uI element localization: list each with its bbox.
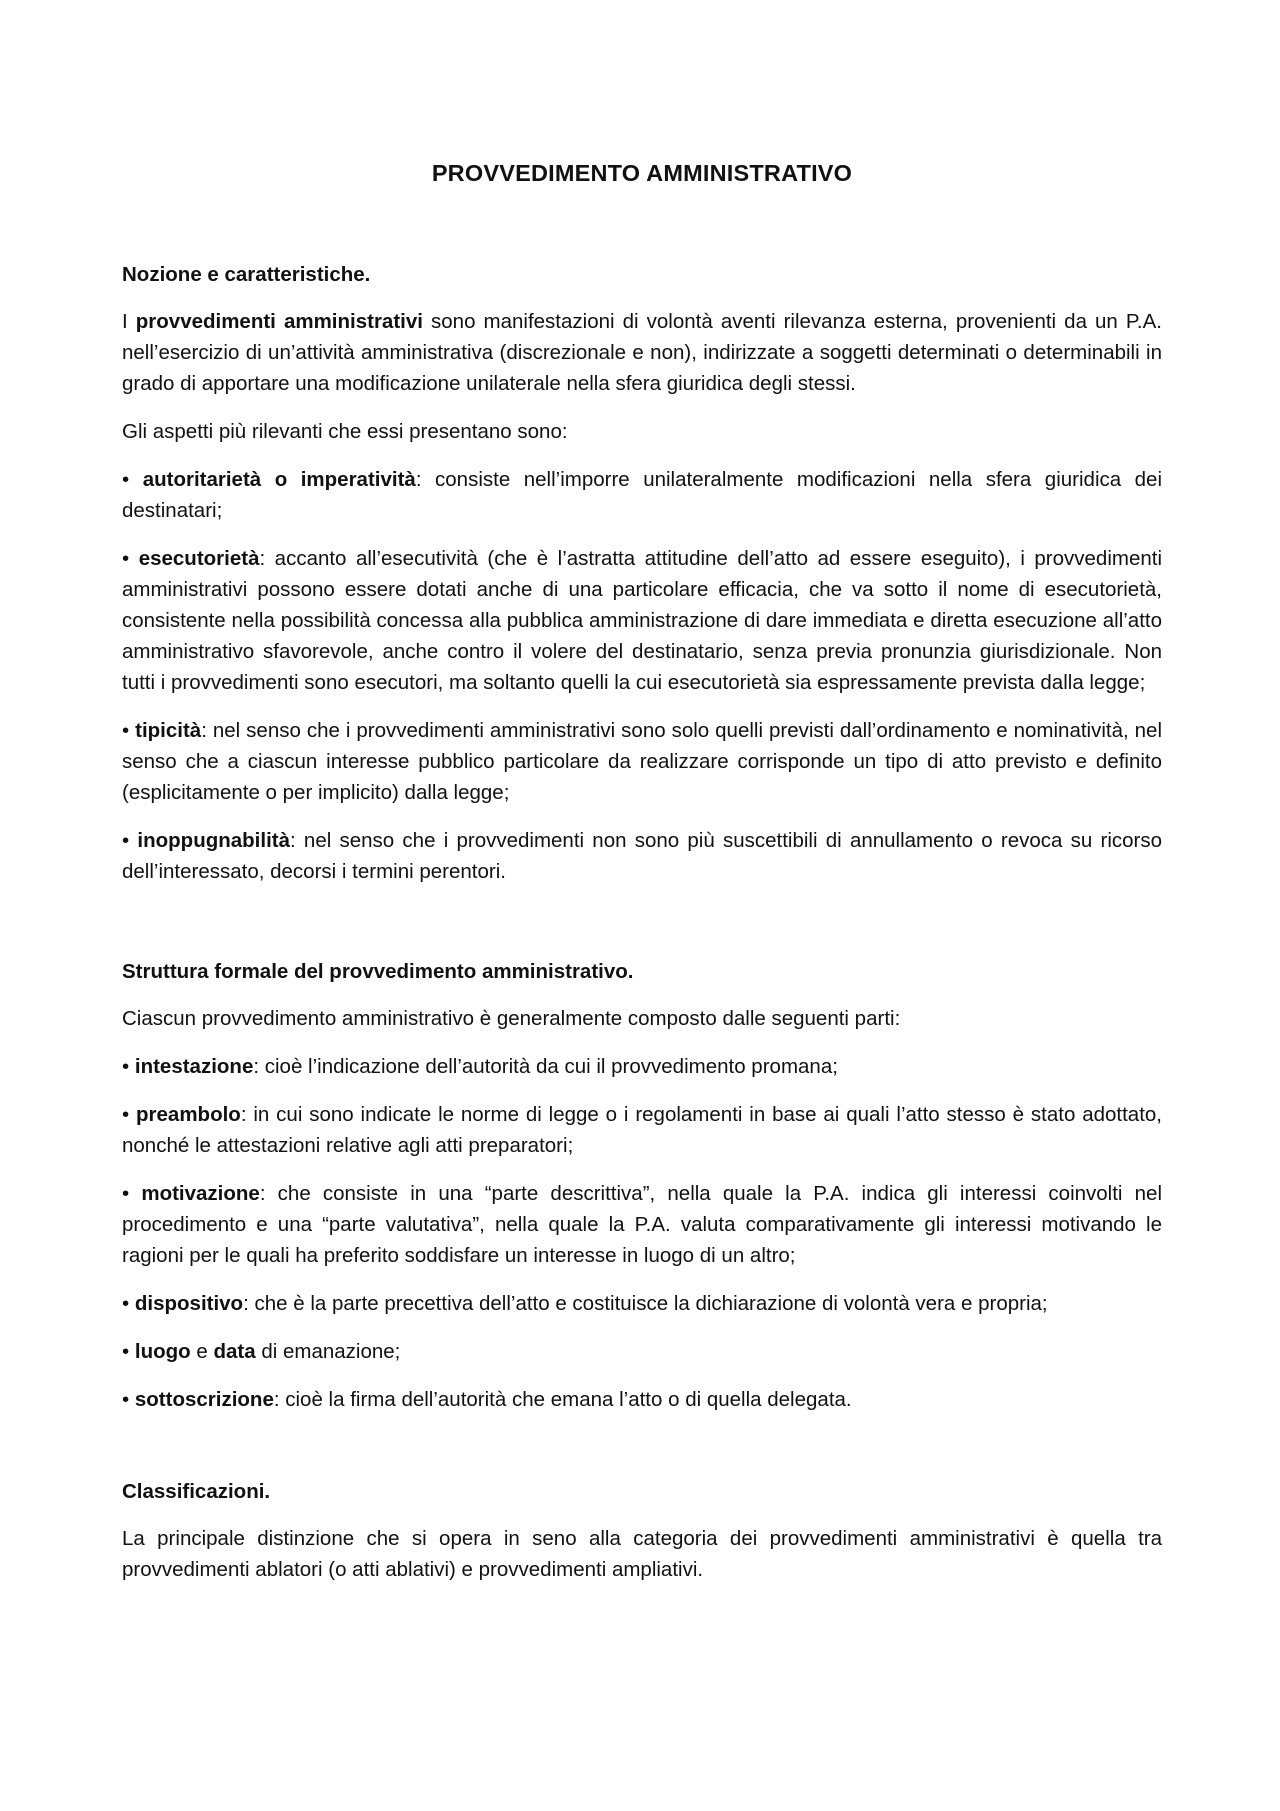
intro-paragraph xyxy=(122,306,1162,399)
bullet-text: : che consiste in una “parte descrittiva”, nella quale la P.A. indica gli interessi coinvolti nel procedimento e una “parte valutativa”, nella quale la P.A. valuta comparativamente gli interessi motivando le ragioni per le quali ha preferito soddisfare un interesse in luogo di un altro; xyxy=(122,1182,1163,1267)
bullet-intestazione xyxy=(122,1051,1162,1082)
bullet-icon: • xyxy=(122,468,143,491)
bullet-term: inoppugnabilità xyxy=(137,829,290,852)
bullet-icon: • xyxy=(122,1055,135,1078)
bullet-motivazione xyxy=(122,1178,1162,1271)
bullet-text: : cioè l’indicazione dell’autorità da cui il provvedimento promana; xyxy=(253,1055,838,1078)
bullet-icon: • xyxy=(122,829,138,852)
bullet-icon: • xyxy=(122,1388,135,1411)
bullet-term: dispositivo xyxy=(134,1292,244,1315)
bullet-term: autoritarietà o imperatività xyxy=(142,468,416,491)
bullet-sottoscrizione xyxy=(122,1384,1162,1415)
bullet-preambolo xyxy=(122,1099,1162,1161)
bullet-text: : accanto all’esecutività (che è l’astratta attitudine dell’atto ad essere eseguito), i provvedimenti amministrativi possono essere dotati anche di una particolare efficacia, che va sotto il nome di esecutorietà, consistente nella possibilità concessa alla pubblica amministrazione di dare immediata e diretta esecuzione all’atto amministrativo sfavorevole, anche contro il volere del destinatario, senza previa pronunzia giurisdizionale. Non tutti i provvedimenti sono esecutori, ma soltanto quelli la cui esecutorietà sia espressamente prevista dalla legge; xyxy=(122,547,1163,694)
bullet-text: : nel senso che i provvedimenti amministrativi sono solo quelli previsti dall’ordinamento e nominatività, nel senso che a ciascun interesse pubblico particolare da realizzare corrisponde un tipo di atto previsto e definito (esplicitamente o per implicito) dalla legge; xyxy=(122,719,1162,804)
bullet-text: di emanazione; xyxy=(255,1340,401,1363)
bullet-icon: • xyxy=(122,1103,137,1126)
document-page xyxy=(122,150,1162,1602)
document-title: PROVVEDIMENTO AMMINISTRATIVO xyxy=(431,160,853,186)
bullet-text: : che è la parte precettiva dell’atto e costituisce la dichiarazione di volontà vera e propria; xyxy=(243,1292,1048,1315)
bullet-inoppugnabilita xyxy=(122,825,1162,887)
intro-bold-term: provvedimenti amministrativi xyxy=(135,310,423,333)
bullet-term: tipicità xyxy=(135,719,202,742)
bullet-text: : consiste nell’imporre unilateralmente modificazioni nella sfera giuridica dei destinatari; xyxy=(122,468,1163,522)
section-spacer xyxy=(122,1432,1162,1476)
bullet-mid: e xyxy=(190,1340,214,1363)
bullet-text: : nel senso che i provvedimenti non sono più suscettibili di annullamento o revoca su ricorso dell’interessato, decorsi i termini perentori. xyxy=(122,829,1163,883)
bullet-term: motivazione xyxy=(141,1182,260,1205)
bullet-term: sottoscrizione xyxy=(134,1388,274,1411)
bullet-tipicita xyxy=(122,715,1162,808)
bullet-text: : cioè la firma dell’autorità che emana l’atto o di quella delegata. xyxy=(273,1388,852,1411)
bullet-icon: • xyxy=(122,1292,135,1315)
bullet-term: luogo xyxy=(134,1340,191,1363)
bullet-icon: • xyxy=(122,547,139,570)
bullet-icon: • xyxy=(122,719,136,742)
bullet-term: esecutorietà xyxy=(138,547,260,570)
bullet-term-2: data xyxy=(213,1340,256,1363)
section-heading-nozione: Nozione e caratteristiche. xyxy=(122,263,371,286)
bullet-esecutorieta xyxy=(122,543,1162,698)
bullet-term: preambolo xyxy=(136,1103,241,1126)
bullet-text: : in cui sono indicate le norme di legge o i regolamenti in base ai quali l’atto stesso è stato adottato, nonché le attestazioni relative agli atti preparatori; xyxy=(122,1103,1162,1157)
bullet-dispositivo xyxy=(122,1288,1162,1319)
intro-pre: I xyxy=(122,310,136,333)
bullet-term: intestazione xyxy=(134,1055,254,1078)
section-spacer xyxy=(122,904,1162,956)
bullet-luogo-data xyxy=(122,1336,1162,1367)
struttura-lead-paragraph: Ciascun provvedimento amministrativo è generalmente composto dalle seguenti parti: xyxy=(122,1007,901,1030)
bullet-icon: • xyxy=(122,1182,142,1205)
bullet-icon: • xyxy=(122,1340,135,1363)
section-heading-struttura: Struttura formale del provvedimento amministrativo. xyxy=(122,960,634,983)
section-heading-classificazioni: Classificazioni. xyxy=(122,1480,271,1503)
classificazioni-paragraph: La principale distinzione che si opera in seno alla categoria dei provvedimenti amministrativi è quella tra provvedimenti ablatori (o atti ablativi) e provvedimenti ampliativi. xyxy=(122,1527,1162,1581)
aspects-lead-paragraph: Gli aspetti più rilevanti che essi presentano sono: xyxy=(122,420,568,443)
intro-post: sono manifestazioni di volontà aventi rilevanza esterna, provenienti da un P.A. nell’esercizio di un’attività amministrativa (discrezionale e non), indirizzate a soggetti determinati o determinabili in grado di apportare una modificazione unilaterale nella sfera giuridica degli stessi. xyxy=(122,310,1162,395)
bullet-autoritarieta xyxy=(122,464,1162,526)
